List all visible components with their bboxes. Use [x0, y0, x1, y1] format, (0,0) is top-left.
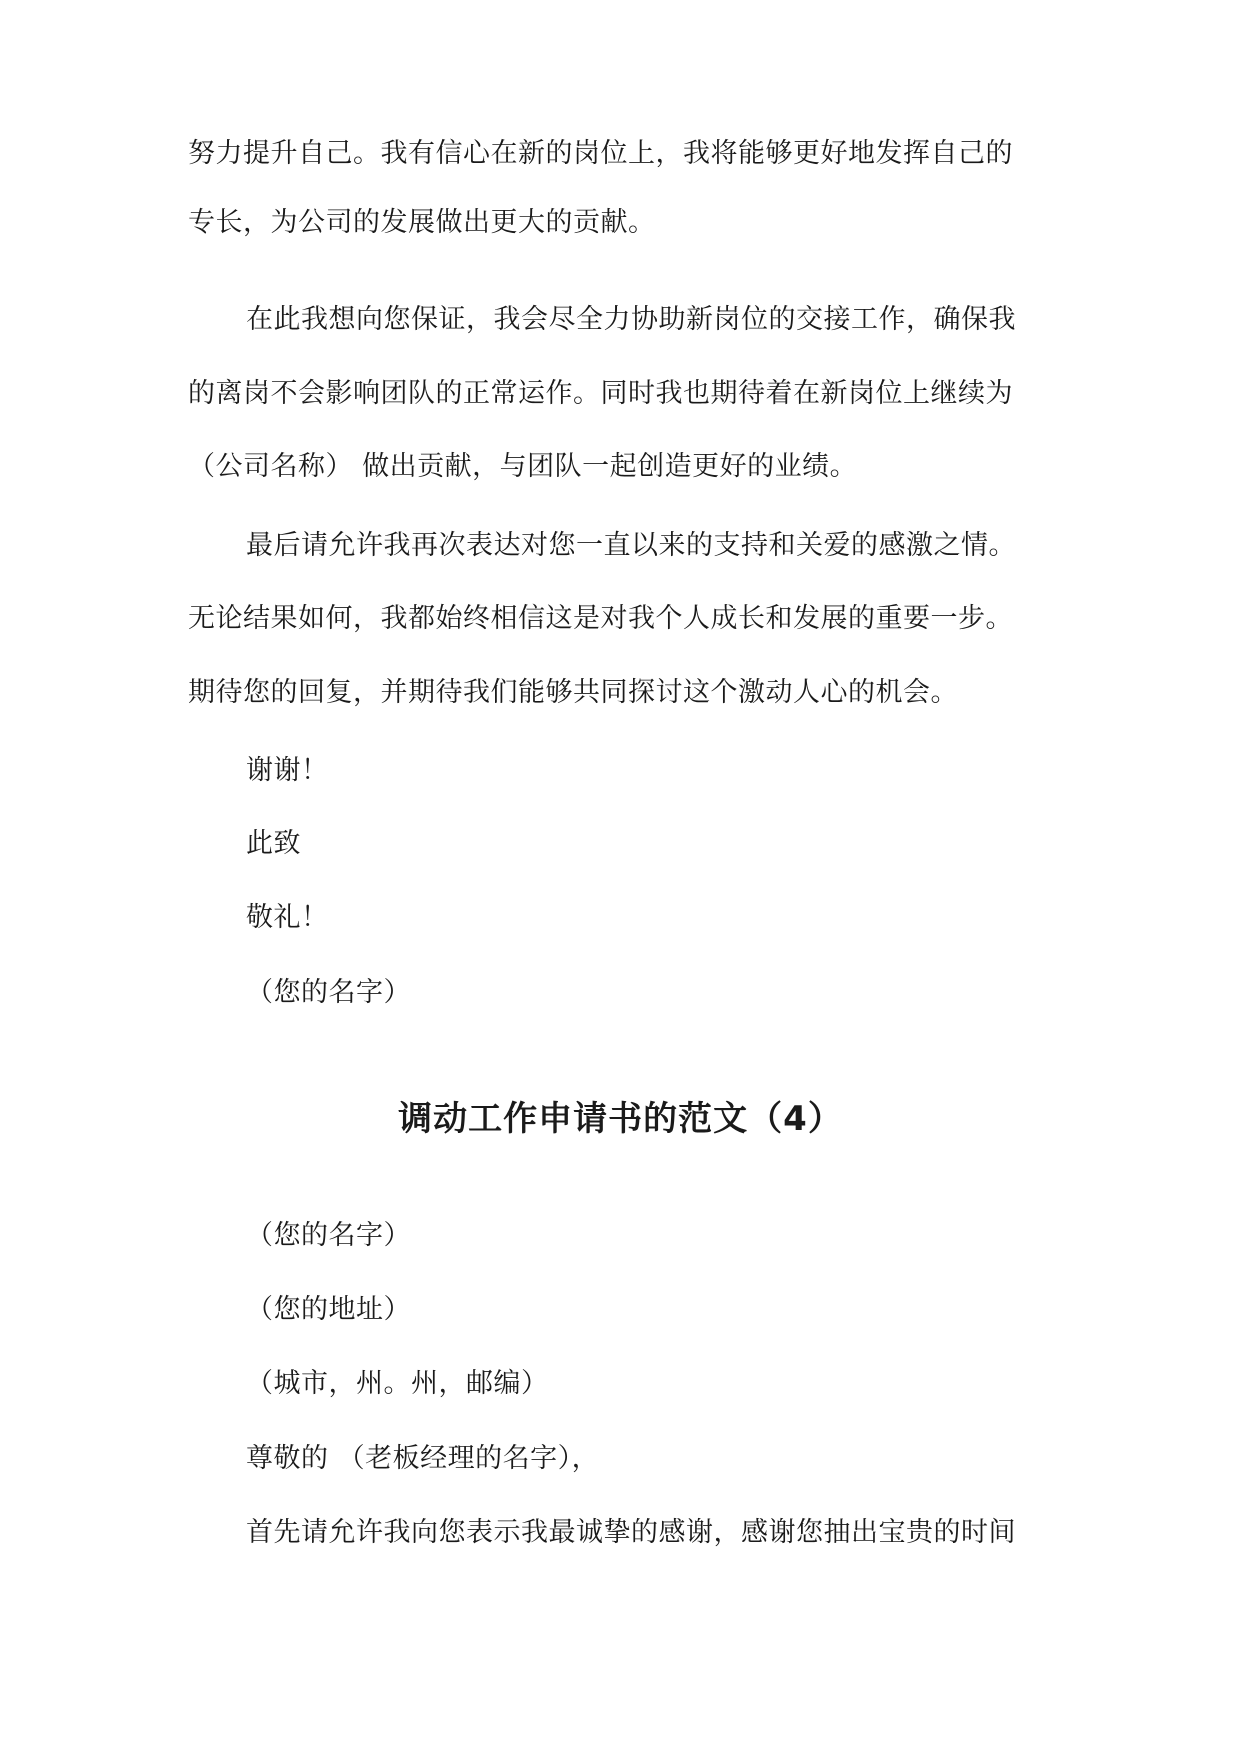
greeting: 尊敬的 （老板经理的名字）， [246, 1443, 600, 1474]
paragraph-line: 期待您的回复，并期待我们能够共同探讨这个激动人心的机会。 [188, 677, 958, 708]
sender-address: （您的地址） [246, 1294, 411, 1325]
sender-name: （您的名字） [246, 1220, 411, 1251]
closing-regards: 敬礼！ [246, 902, 329, 933]
signature-name: （您的名字） [246, 977, 411, 1008]
paragraph-line: （公司名称） 做出贡献，与团队一起创造更好的业绩。 [188, 451, 858, 482]
paragraph-line: 的离岗不会影响团队的正常运作。同时我也期待着在新岗位上继续为 [188, 378, 1013, 409]
closing-thanks: 谢谢！ [246, 755, 329, 786]
paragraph-line: 在此我想向您保证，我会尽全力协助新岗位的交接工作，确保我 [246, 304, 1016, 335]
closing-salutation: 此致 [246, 828, 301, 859]
paragraph-line: 无论结果如何，我都始终相信这是对我个人成长和发展的重要一步。 [188, 603, 1013, 634]
paragraph-line: 努力提升自己。我有信心在新的岗位上，我将能够更好地发挥自己的 [188, 138, 1013, 169]
section-heading: 调动工作申请书的范文（4） [398, 1099, 843, 1139]
paragraph-line: 最后请允许我再次表达对您一直以来的支持和关爱的感激之情。 [246, 530, 1016, 561]
paragraph-line: 首先请允许我向您表示我最诚挚的感谢，感谢您抽出宝贵的时间 [246, 1517, 1016, 1548]
sender-city: （城市，州。州，邮编） [246, 1368, 549, 1399]
paragraph-line: 专长，为公司的发展做出更大的贡献。 [188, 207, 656, 238]
